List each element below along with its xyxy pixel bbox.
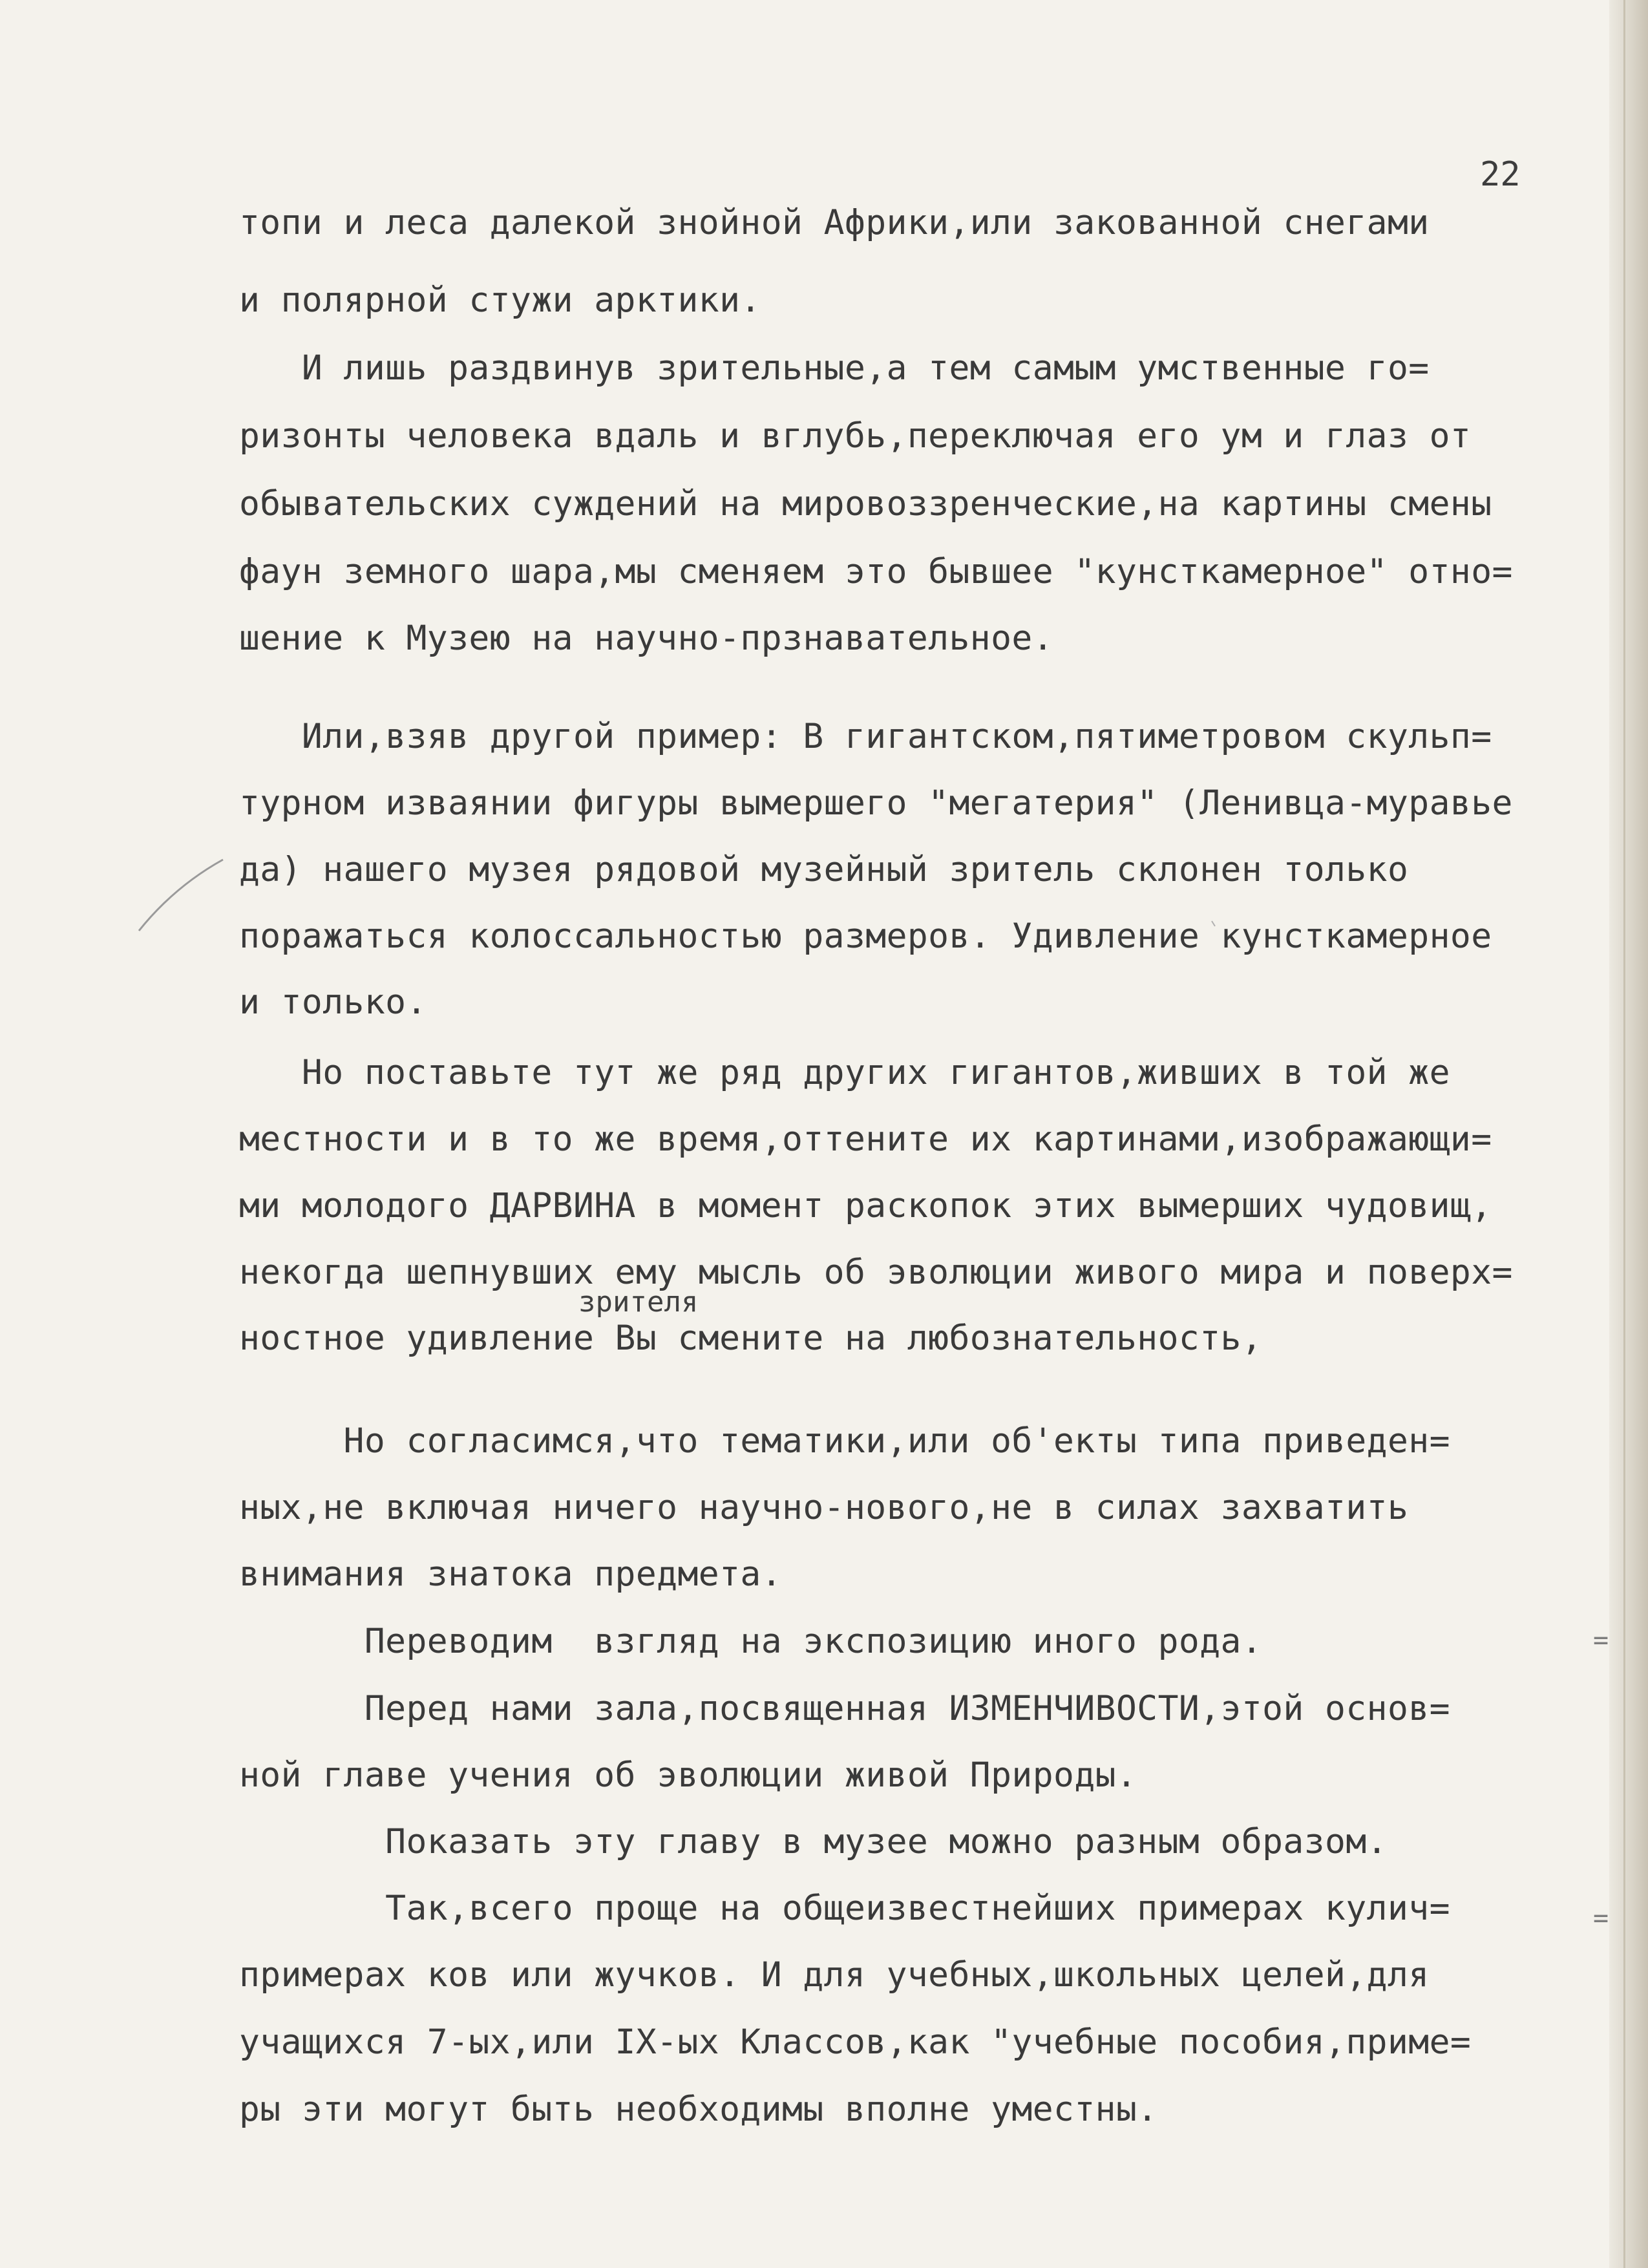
text-line: обывательских суждений на мировоззренческие,на картины смены <box>239 484 1492 524</box>
text-line: ризонты человека вдаль и вглубь,переключая его ум и глаз от <box>239 416 1472 456</box>
text-line: ми молодого ДАРВИНА в момент раскопок этих вымерших чудовищ, <box>239 1186 1492 1225</box>
text-line: некогда шепнувших ему мысль об эволюции живого мира и поверх= <box>239 1253 1513 1292</box>
margin-mark: = <box>1593 1903 1609 1933</box>
text-line: Но согласимся,что тематики,или об'екты типа приведен= <box>239 1421 1450 1461</box>
text-line: ностное удивление Вы смените на любознательность, <box>239 1319 1263 1358</box>
text-line: Переводим взгляд на экспозицию иного рода. <box>239 1622 1263 1661</box>
text-line: Но поставьте тут же ряд других гигантов,живших в той же <box>239 1053 1450 1092</box>
text-line: внимания знатока предмета. <box>239 1554 783 1594</box>
text-line: ры эти могут быть необходимы вполне уместны. <box>239 2090 1158 2129</box>
text-line: шение к Музею на научно-прзнавательное. <box>239 619 1054 658</box>
text-line: Так,всего проще на общеизвестнейших примерах кулич= <box>239 1889 1450 1928</box>
text-line: да) нашего музея рядовой музейный зритель склонен только <box>239 850 1409 889</box>
margin-mark: = <box>1593 1626 1609 1655</box>
text-line: поражаться колоссальностью размеров. Удивление кунсткамерное <box>239 917 1492 956</box>
paper-edge <box>1609 0 1648 2268</box>
text-line: учащихся 7-ых,или IX-ых Классов,как "учебные пособия,приме= <box>239 2022 1472 2062</box>
text-line: ной главе учения об эволюции живой Природы. <box>239 1755 1137 1795</box>
text-line: ных,не включая ничего научно-нового,не в силах захватить <box>239 1488 1409 1527</box>
paper-edge-strip <box>1623 0 1625 2268</box>
text-line: топи и леса далекой знойной Африки,или закованной снегами <box>239 203 1430 242</box>
text-line: примерах ков или жучков. И для учебных,школьных целей,для <box>239 1955 1430 1995</box>
text-line: Показать эту главу в музее можно разным образом. <box>239 1822 1388 1861</box>
text-line: местности и в то же время,оттените их картинами,изображающи= <box>239 1119 1492 1159</box>
text-line: и полярной стужи арктики. <box>239 281 761 320</box>
text-line: и только. <box>239 982 427 1022</box>
text-line: турном изваянии фигуры вымершего "мегатерия" (Ленивца-муравье <box>239 783 1513 823</box>
text-line: Перед нами зала,посвященная ИЗМЕНЧИВОСТИ,этой основ= <box>239 1689 1450 1728</box>
page-number: 22 <box>1480 155 1521 194</box>
text-line: Или,взяв другой пример: В гигантском,пятиметровом скульп= <box>239 717 1492 756</box>
text-line: фаун земного шара,мы сменяем это бывшее "кунсткамерное" отно= <box>239 552 1513 591</box>
text-line: И лишь раздвинув зрительные,а тем самым умственные го= <box>239 348 1430 388</box>
handwritten-insertion: зрителя <box>578 1286 699 1319</box>
